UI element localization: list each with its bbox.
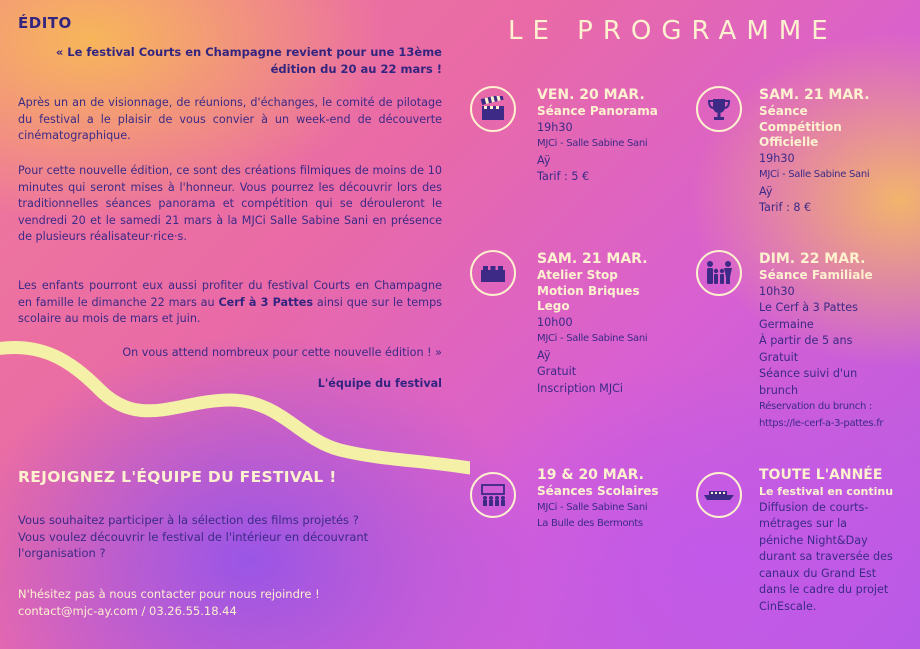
edito-signature: L'équipe du festival — [317, 377, 442, 390]
edito-paragraph-2: Pour cette nouvelle édition, ce sont des créations filmiques de moins de 10 minutes qui seront mises à l'honneur. Vous pourrez les découvrir lors des traditionnelles séances panorama et compétition qui se dérouleront le vendredi 20 et le samedi 21 mars à la MJCi Salle Sabine Sani en présence de plusieurs réalisateur·rice·s. — [18, 164, 442, 243]
edito-intro: « Le festival Courts en Champagne revient pour une 13ème édition du 20 au 22 mars ! — [55, 45, 442, 76]
event-date: TOUTE L'ANNÉE — [759, 467, 883, 483]
event-venue: MJCi - Salle Sabine Sani — [537, 333, 648, 344]
join-line-1: Vous souhaitez participer à la sélection des films projetés ? — [18, 513, 359, 527]
event-stop-motion — [537, 250, 677, 397]
event-brunch: Séance suivi d'un brunch — [759, 367, 858, 397]
decorative-wave — [0, 330, 470, 490]
clapperboard-icon — [470, 86, 516, 132]
event-registration: Inscription MJCi — [537, 381, 624, 395]
event-date: 19 & 20 MAR. — [537, 467, 644, 483]
join-title: REJOIGNEZ L'ÉQUIPE DU FESTIVAL ! — [18, 468, 337, 486]
trophy-icon — [696, 86, 742, 132]
cerf-a-3-pattes-highlight: Cerf à 3 Pattes — [218, 295, 313, 309]
edito-title: ÉDITO — [18, 14, 72, 32]
event-town: Germaine — [759, 317, 814, 331]
join-line-3: N'hésitez pas à nous contacter pour nous rejoindre ! — [18, 587, 320, 601]
event-time: 19h30 — [759, 151, 795, 165]
event-price: Tarif : 8 € — [759, 201, 812, 214]
join-contact-block — [18, 586, 448, 619]
edito-paragraph-1: Après un an de visionnage, de réunions, d'échanges, le comité de pilotage du festival a le plaisir de vous convier à un week-end de découverte cinématographique. — [18, 96, 442, 142]
join-text — [18, 512, 448, 562]
event-venue: Le Cerf à 3 Pattes — [759, 301, 858, 314]
event-date: SAM. 21 MAR. — [537, 251, 648, 267]
edito-p3-text-end: ainsi que sur le temps scolaire au mois de mars et juin. — [18, 295, 442, 325]
event-age: À partir de 5 ans — [759, 334, 853, 347]
event-name: Le festival en continu — [759, 485, 894, 498]
event-name: Séance Familiale — [759, 268, 873, 282]
event-price: Gratuit — [759, 350, 799, 364]
cinema-audience-icon — [470, 472, 516, 518]
event-brunch-reservation: Réservation du brunch : — [759, 401, 872, 412]
event-time: 10h00 — [537, 315, 573, 329]
contact-info[interactable]: contact@mjc-ay.com / 03.26.55.18.44 — [18, 603, 237, 618]
event-panorama — [537, 86, 677, 186]
edito-p3-text-start: Les enfants pourront eux aussi profiter du festival Courts en Champagne en famille le dimanche 22 mars au — [18, 279, 442, 309]
event-time: 19h30 — [537, 120, 573, 134]
event-familiale — [759, 250, 909, 432]
event-competition — [759, 86, 909, 217]
edito-paragraph-4: On vous attend nombreux pour cette nouvelle édition ! » — [122, 346, 442, 359]
event-name: Séances Scolaires — [537, 484, 659, 498]
event-venue: MJCi - Salle Sabine Sani — [537, 138, 648, 149]
event-name: Atelier Stop Motion Briques Lego — [537, 268, 640, 313]
event-town: Aÿ — [537, 348, 551, 362]
programme-title: LE PROGRAMME — [508, 16, 838, 46]
event-venue: MJCi - Salle Sabine Sani — [537, 501, 648, 513]
lego-brick-icon — [470, 250, 516, 296]
event-date: DIM. 22 MAR. — [759, 251, 866, 267]
event-description: Diffusion de courts-métrages sur la péniche Night&Day durant sa traversée des canaux du Grand Est dans le cadre du projet CinEscale. — [759, 500, 893, 613]
event-name: Séance Panorama — [537, 104, 658, 118]
family-icon — [696, 250, 742, 296]
event-price: Tarif : 5 € — [537, 170, 590, 183]
event-price: Gratuit — [537, 365, 577, 378]
barge-icon — [696, 472, 742, 518]
event-continu — [759, 466, 899, 615]
edito-paragraph-3 — [18, 278, 442, 328]
event-date: SAM. 21 MAR. — [759, 87, 870, 103]
event-time: 10h30 — [759, 284, 795, 298]
event-town: Aÿ — [537, 153, 551, 167]
event-name: Séance Compétition Officielle — [759, 104, 842, 149]
join-line-2: Vous voulez découvrir le festival de l'intérieur en découvrant l'organisation ? — [18, 529, 369, 560]
event-town: Aÿ — [759, 184, 773, 198]
event-brunch-link[interactable]: https://le-cerf-a-3-pattes.fr — [759, 417, 884, 429]
event-scolaires — [537, 466, 677, 533]
event-venue-2: La Bulle des Bermonts — [537, 518, 643, 529]
event-date: VEN. 20 MAR. — [537, 87, 645, 103]
event-venue: MJCi - Salle Sabine Sani — [759, 169, 870, 180]
